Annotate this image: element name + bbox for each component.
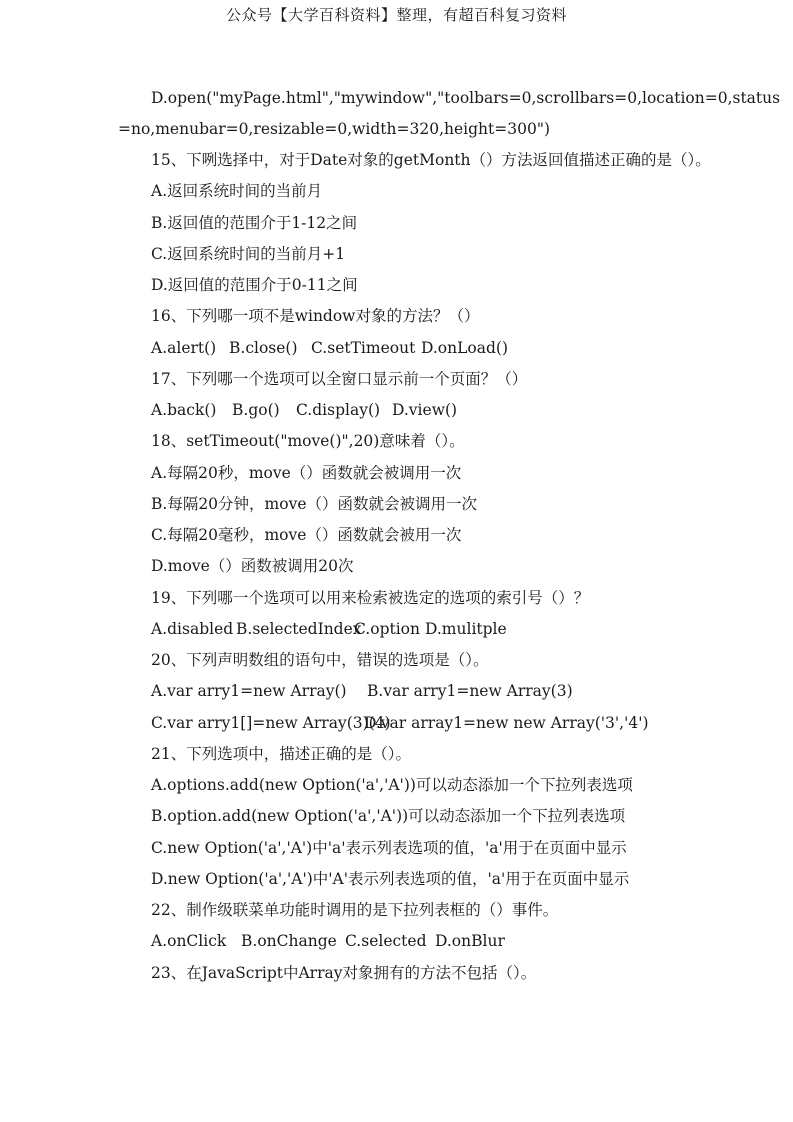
question-17: 17、下列哪一个选项可以全窗口显示前一个页面？（） xyxy=(151,370,528,388)
option: A.onClick xyxy=(151,932,227,950)
option: D.var array1=new new Array('3','4') xyxy=(364,714,649,732)
option: C.setTimeout xyxy=(311,339,416,357)
text-line: D.open("myPage.html","mywindow","toolbars=0,scrollbars=0,location=0,status xyxy=(151,89,781,107)
option-line: D.new Option('a','A')中'A'表示列表选项的值，'a'用于在页面中显示 xyxy=(151,870,630,888)
option-line: D.返回值的范围介于0-11之间 xyxy=(151,276,358,294)
option-line: B.返回值的范围介于1-12之间 xyxy=(151,214,358,232)
text-line: =no,menubar=0,resizable=0,width=320,height=300") xyxy=(118,120,550,138)
option-line: B.option.add(new Option('a','A'))可以动态添加一个下拉列表选项 xyxy=(151,807,626,825)
option: D.mulitple xyxy=(425,620,507,638)
option: B.var arry1=new Array(3) xyxy=(367,682,573,700)
option-line: D.move（）函数被调用20次 xyxy=(151,557,354,575)
option: A.alert() xyxy=(151,339,217,357)
option: D.view() xyxy=(392,401,458,419)
option: A.back() xyxy=(151,401,217,419)
question-20: 20、下列声明数组的语句中，错误的选项是（）。 xyxy=(151,651,489,669)
option-line: B.每隔20分钟，move（）函数就会被调用一次 xyxy=(151,495,478,513)
option: B.selectedIndex xyxy=(236,620,362,638)
option-line: C.每隔20毫秒，move（）函数就会被用一次 xyxy=(151,526,462,544)
question-16: 16、下列哪一项不是window对象的方法？（） xyxy=(151,307,480,325)
options-q22 xyxy=(151,930,505,952)
option: A.var arry1=new Array() xyxy=(151,682,347,700)
option: D.onBlur xyxy=(435,932,505,950)
option-line: A.返回系统时间的当前月 xyxy=(151,182,323,200)
question-22: 22、制作级联菜单功能时调用的是下拉列表框的（）事件。 xyxy=(151,901,559,919)
options-q16 xyxy=(151,337,508,359)
question-18: 18、setTimeout("move()",20)意味着（）。 xyxy=(151,432,465,450)
option-line: A.options.add(new Option('a','A'))可以动态添加一个下拉列表选项 xyxy=(151,776,633,794)
option-line: C.返回系统时间的当前月+1 xyxy=(151,245,346,263)
option: B.go() xyxy=(232,401,280,419)
option: C.var arry1[]=new Array(3)(4) xyxy=(151,714,391,732)
question-21: 21、下列选项中，描述正确的是（）。 xyxy=(151,745,411,763)
question-23: 23、在JavaScript中Array对象拥有的方法不包括（）。 xyxy=(151,964,537,982)
options-q19 xyxy=(151,618,507,640)
options-q17 xyxy=(151,399,457,421)
option: B.close() xyxy=(229,339,298,357)
options-q20 xyxy=(151,680,573,702)
page-header: 公众号【大学百科资料】整理，有超百科复习资料 xyxy=(225,6,567,24)
question-15: 15、下咧选择中，对于Date对象的getMonth（）方法返回值描述正确的是（）。 xyxy=(151,151,711,169)
option-line: C.new Option('a','A')中'a'表示列表选项的值，'a'用于在页面中显示 xyxy=(151,839,627,857)
question-19: 19、下列哪一个选项可以用来检索被选定的选项的索引号（）？ xyxy=(151,589,590,607)
option: B.onChange xyxy=(241,932,337,950)
option: C.selected xyxy=(345,932,427,950)
option-line: A.每隔20秒，move（）函数就会被调用一次 xyxy=(151,464,462,482)
option: A.disabled xyxy=(151,620,234,638)
options-q20 xyxy=(151,712,649,734)
option: D.onLoad() xyxy=(421,339,508,357)
option: C.display() xyxy=(296,401,381,419)
option: C.option xyxy=(354,620,420,638)
